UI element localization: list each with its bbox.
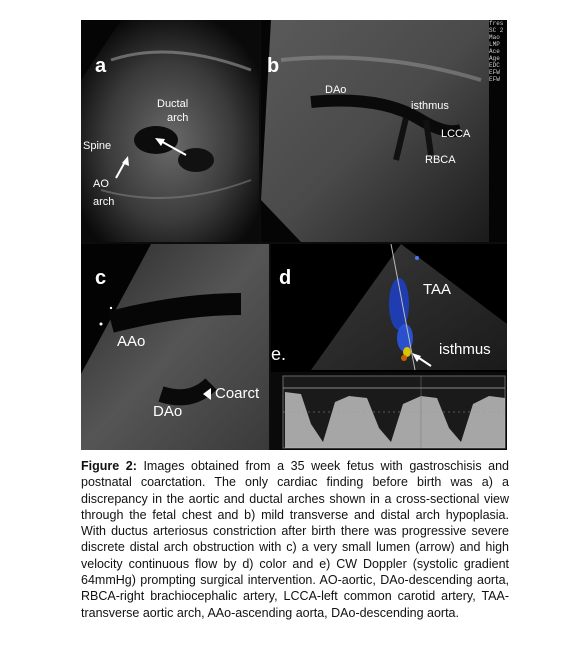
dao-label-c: DAo (153, 403, 183, 420)
rbca-label: RBCA (425, 154, 456, 166)
panel-b-label: b (267, 55, 280, 77)
ductal-arch-label: arch (167, 112, 189, 124)
spine-label: Spine (83, 140, 112, 152)
panel-c (81, 244, 269, 450)
panel-e (271, 372, 507, 450)
isthmus-label-d: isthmus (439, 341, 491, 358)
panel-c-label: c (95, 267, 107, 289)
lcca-label: LCCA (441, 128, 471, 140)
taa-label: TAA (423, 281, 452, 298)
figure-caption (81, 458, 509, 621)
caption-label: Figure 2: (81, 459, 137, 473)
ao-label: AO (93, 178, 109, 190)
isthmus-label-b: isthmus (411, 100, 449, 112)
figure-image (81, 20, 507, 450)
panel-b (261, 20, 507, 242)
ultrasound-image-a (81, 20, 259, 242)
coarct-label: Coarct (215, 385, 260, 402)
ao-arch-label: arch (93, 196, 115, 208)
panel-e-label: e. (271, 344, 287, 364)
caption-text: Images obtained from a 35 week fetus with gastroschisis and postnatal coarctation. The only cardiac finding before birth was a) a discrepancy in the aortic and ductal arches shown in a cross-sectional view through the fetal chest and b) mild transverse and distal arch hypoplasia. With ductus arteriosus constriction after birth there was progressive severe discrete distal arch obstruction with c) a very small lumen (arrow) and high velocity continuous flow by d) color and e) CW Doppler (systolic gradient 64mmHg) prompting surgical intervention. AO-aortic, DAo-descending aorta, RBCA-right brachiocephalic artery, LCCA-left common carotid artery, TAA-transverse aortic arch, AAo-ascending aorta, DAo-descending aorta. (81, 459, 509, 620)
aao-label: AAo (117, 333, 146, 350)
doppler-trace (271, 372, 507, 450)
panel-d (271, 244, 507, 450)
machine-info: fres SC 2 Mao LMP Ace Age EDC EFW EFW (489, 20, 504, 83)
dao-label-b: DAo (325, 84, 347, 96)
ductal-label: Ductal (157, 98, 189, 110)
panel-a-label: a (95, 55, 107, 77)
panel-d-label: d (279, 267, 292, 289)
panel-a (81, 20, 259, 242)
